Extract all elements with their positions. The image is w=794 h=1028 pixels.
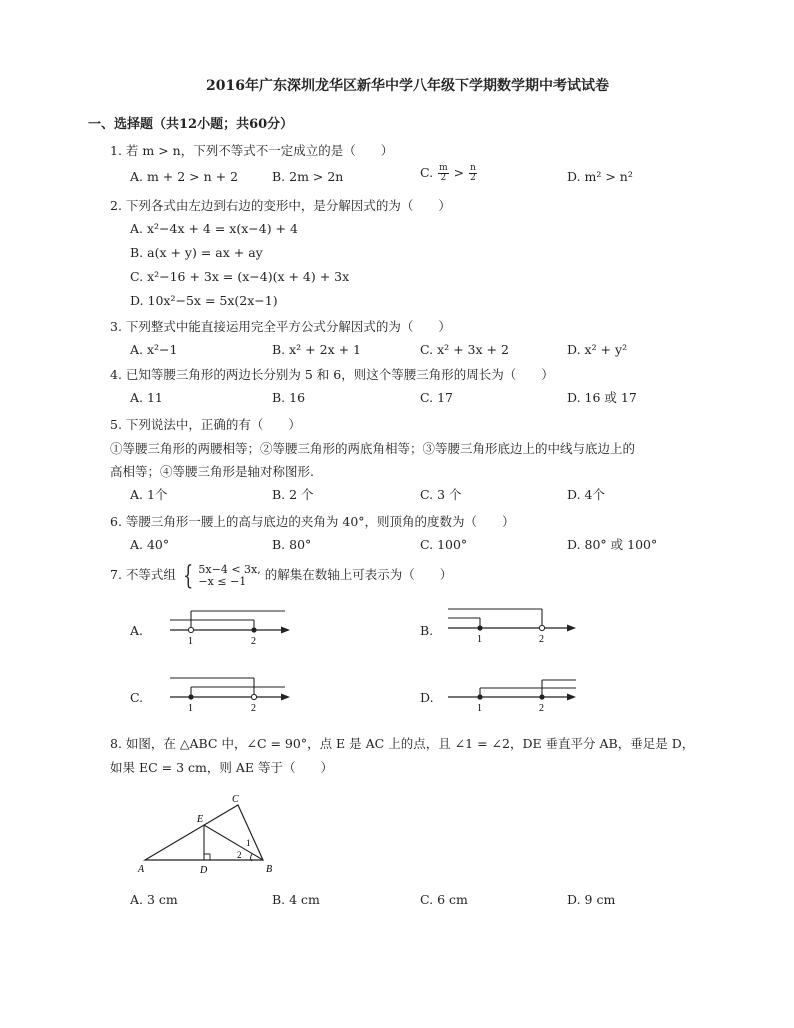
q5-option-a[interactable]: A. 1个 bbox=[130, 487, 168, 502]
q1-c-frac-right: $\frac{n}{2}$ bbox=[470, 163, 476, 183]
q2-stem: 2. 下列各式由左边到右边的变形中，是分解因式的为（ ） bbox=[110, 198, 451, 213]
q4-option-b[interactable]: B. 16 bbox=[272, 390, 306, 405]
q6-option-c[interactable]: C. 100° bbox=[420, 537, 468, 552]
q5-stem: 5. 下列说法中，正确的有（ ） bbox=[110, 417, 301, 432]
q8-option-b[interactable]: B. 4 cm bbox=[272, 892, 320, 907]
q1-option-c[interactable] bbox=[420, 164, 478, 183]
q7-option-a-label[interactable]: A. bbox=[130, 623, 144, 638]
vertex-a-label: A bbox=[138, 864, 145, 875]
q6-option-a[interactable]: A. 40° bbox=[130, 537, 170, 552]
q7-stem bbox=[110, 562, 452, 589]
q4-option-d[interactable]: D. 16 或 17 bbox=[567, 390, 637, 405]
q4-option-a[interactable]: A. 11 bbox=[130, 390, 163, 405]
q2-option-a[interactable]: A. x²−4x + 4 = x(x−4) + 4 bbox=[130, 221, 298, 236]
q7-number-line-b[interactable] bbox=[448, 603, 583, 648]
page-title: 2016年广东深圳龙华区新华中学八年级下学期数学期中考试试卷 bbox=[206, 78, 609, 94]
q6-option-b[interactable]: B. 80° bbox=[272, 537, 312, 552]
tick-label: 2 bbox=[251, 703, 256, 714]
q8-option-a[interactable]: A. 3 cm bbox=[130, 892, 178, 907]
q1-option-a[interactable]: A. m + 2 > n + 2 bbox=[130, 169, 239, 184]
q8-stem-line1: 8. 如图，在 △ABC 中，∠C = 90°，点 E 是 AC 上的点，且 ∠1 = ∠2，DE 垂直平分 AB，垂足是 D， bbox=[110, 736, 695, 751]
q7-option-d-label[interactable]: D. bbox=[420, 690, 434, 705]
vertex-e-label: E bbox=[197, 814, 204, 825]
q6-stem: 6. 等腰三角形一腰上的高与底边的夹角为 40°，则顶角的度数为（ ） bbox=[110, 514, 515, 529]
q1-c-op: > bbox=[453, 165, 465, 180]
q8-triangle-figure bbox=[130, 788, 290, 878]
q3-option-c[interactable]: C. x² + 3x + 2 bbox=[420, 342, 509, 357]
q2-option-d[interactable]: D. 10x²−5x = 5x(2x−1) bbox=[130, 293, 278, 308]
q7-prefix: 7. 不等式组 bbox=[110, 567, 176, 582]
tick-label: 1 bbox=[188, 636, 193, 647]
tick-label: 2 bbox=[539, 703, 544, 714]
q1-stem: 1. 若 m > n，下列不等式不一定成立的是（ ） bbox=[110, 143, 394, 158]
q7-number-line-c[interactable] bbox=[170, 672, 300, 717]
angle-2-label: 2 bbox=[237, 850, 242, 860]
q5-option-d[interactable]: D. 4个 bbox=[567, 487, 605, 502]
q2-option-b[interactable]: B. a(x + y) = ax + ay bbox=[130, 245, 263, 260]
q1-option-c-prefix: C. bbox=[420, 165, 434, 180]
tick-label: 1 bbox=[477, 703, 482, 714]
vertex-b-label: B bbox=[266, 864, 273, 875]
q5-option-c[interactable]: C. 3 个 bbox=[420, 487, 462, 502]
tick-label: 1 bbox=[477, 634, 482, 645]
vertex-c-label: C bbox=[232, 794, 239, 805]
q4-option-c[interactable]: C. 17 bbox=[420, 390, 453, 405]
q7-suffix: 的解集在数轴上可表示为（ ） bbox=[264, 567, 453, 582]
tick-label: 2 bbox=[539, 634, 544, 645]
q1-option-d[interactable]: D. m² > n² bbox=[567, 169, 633, 184]
q3-stem: 3. 下列整式中能直接运用完全平方公式分解因式的为（ ） bbox=[110, 319, 451, 334]
q1-option-b[interactable]: B. 2m > 2n bbox=[272, 169, 344, 184]
q5-statement-line2: 高相等；④等腰三角形是轴对称图形. bbox=[110, 464, 314, 479]
q7-option-b-label[interactable]: B. bbox=[420, 623, 434, 638]
q7-option-c-label[interactable]: C. bbox=[130, 690, 144, 705]
q1-c-frac-left: $\frac{m}{2}$ bbox=[439, 163, 448, 183]
q8-option-d[interactable]: D. 9 cm bbox=[567, 892, 616, 907]
q7-system bbox=[198, 564, 260, 588]
q8-option-c[interactable]: C. 6 cm bbox=[420, 892, 468, 907]
q4-stem: 4. 已知等腰三角形的两边长分别为 5 和 6，则这个等腰三角形的周长为（ ） bbox=[110, 367, 554, 382]
q7-ineq2: −x ≤ −1 bbox=[198, 574, 247, 588]
q3-option-d[interactable]: D. x² + y² bbox=[567, 342, 628, 357]
q5-statement-line1: ①等腰三角形的两腰相等；②等腰三角形的两底角相等；③等腰三角形底边上的中线与底边上的 bbox=[110, 441, 636, 456]
q2-option-c[interactable]: C. x²−16 + 3x = (x−4)(x + 4) + 3x bbox=[130, 269, 350, 284]
q7-brace: { bbox=[183, 560, 194, 591]
q3-option-b[interactable]: B. x² + 2x + 1 bbox=[272, 342, 361, 357]
q7-number-line-a[interactable] bbox=[170, 605, 300, 650]
q5-option-b[interactable]: B. 2 个 bbox=[272, 487, 314, 502]
q3-option-a[interactable]: A. x²−1 bbox=[130, 342, 178, 357]
q8-stem-line2: 如果 EC = 3 cm，则 AE 等于（ ） bbox=[110, 760, 333, 775]
tick-label: 1 bbox=[188, 703, 193, 714]
q7-ineq1: 5x−4 < 3x, bbox=[198, 562, 261, 576]
vertex-d-label: D bbox=[200, 865, 208, 876]
q7-number-line-d[interactable] bbox=[448, 672, 583, 717]
section-heading: 一、选择题（共12小题；共60分） bbox=[88, 117, 294, 132]
tick-label: 2 bbox=[251, 636, 256, 647]
q6-option-d[interactable]: D. 80° 或 100° bbox=[567, 537, 658, 552]
angle-1-label: 1 bbox=[246, 838, 251, 848]
